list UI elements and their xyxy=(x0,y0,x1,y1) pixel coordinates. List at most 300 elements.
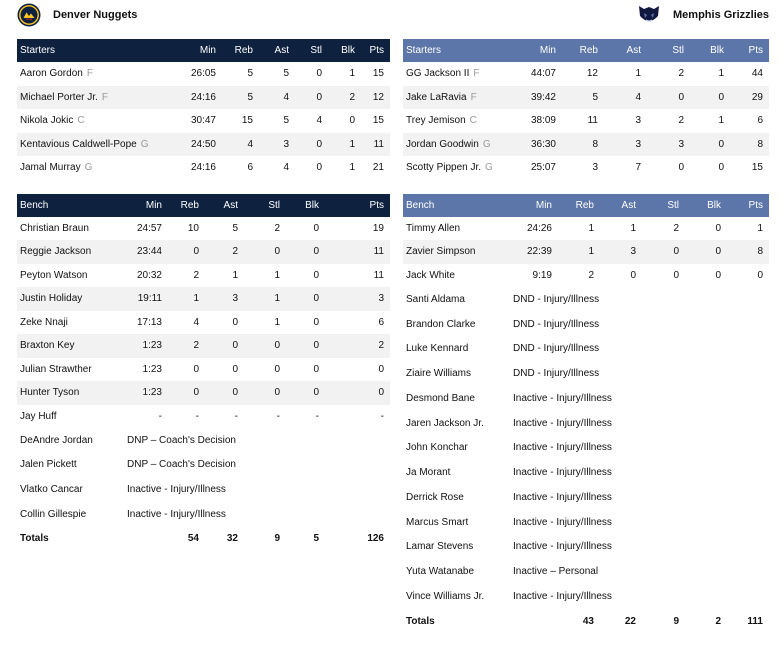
col-pts: Pts xyxy=(727,194,769,217)
player-position: F xyxy=(470,91,477,103)
stat-pts: 12 xyxy=(361,86,390,110)
stat-reb: 11 xyxy=(587,115,598,127)
player-name-cell xyxy=(403,386,513,411)
player-row[interactable] xyxy=(403,312,769,337)
player-name-cell xyxy=(17,109,180,133)
player-name-cell xyxy=(403,559,513,584)
stat-min: - xyxy=(158,410,162,422)
stat-pts: 29 xyxy=(730,86,769,110)
player-name[interactable]: Timmy Allen xyxy=(406,222,461,234)
player-name-cell xyxy=(17,217,127,241)
player-name[interactable]: Yuta Watanabe xyxy=(406,566,475,578)
player-row[interactable] xyxy=(17,502,390,527)
player-position: F xyxy=(473,68,480,80)
player-position: G xyxy=(482,138,491,150)
player-name[interactable]: Collin Gillespie xyxy=(20,508,87,520)
player-status: DND - Injury/Illness xyxy=(513,293,600,305)
stat-stl: 1 xyxy=(274,269,280,281)
stat-ast: 5 xyxy=(232,222,238,234)
grizzlies-logo-icon xyxy=(636,3,660,27)
player-row[interactable] xyxy=(403,240,769,264)
stat-ast: 0 xyxy=(205,381,244,405)
player-status: Inactive - Injury/Illness xyxy=(513,392,612,404)
player-name-cell xyxy=(403,240,513,264)
totals-label: Totals xyxy=(20,533,49,545)
stat-ast: 0 xyxy=(205,334,244,358)
stat-blk: 0 xyxy=(685,240,727,264)
player-name-cell xyxy=(403,535,513,560)
stat-pts: 6 xyxy=(378,316,384,328)
player-row[interactable] xyxy=(17,109,390,133)
player-name[interactable]: Lamar Stevens xyxy=(406,541,474,553)
player-status: Inactive – Personal xyxy=(513,566,599,578)
player-name-cell xyxy=(17,86,180,110)
stat-reb: 4 xyxy=(193,316,199,328)
player-name[interactable]: Aaron Gordon xyxy=(20,68,83,80)
player-name[interactable]: Peyton Watson xyxy=(20,269,88,281)
player-row[interactable] xyxy=(403,559,769,584)
totals-ast: 32 xyxy=(226,533,238,545)
memphis-starters-header xyxy=(403,39,769,62)
player-name[interactable]: Julian Strawther xyxy=(20,363,92,375)
stat-pts: 11 xyxy=(361,133,390,157)
player-name[interactable]: Jaren Jackson Jr. xyxy=(406,417,484,429)
stat-ast: 0 xyxy=(630,269,636,281)
stat-blk: 0 xyxy=(715,269,721,281)
player-status: Inactive - Injury/Illness xyxy=(513,541,612,553)
stat-ast: 3 xyxy=(635,115,641,127)
player-row[interactable] xyxy=(403,411,769,436)
totals-label: Totals xyxy=(406,615,435,627)
player-name[interactable]: Kentavious Caldwell-Pope xyxy=(20,138,137,150)
totals-row xyxy=(17,526,390,551)
player-name[interactable]: Zeke Nnaji xyxy=(20,316,68,328)
stat-reb: 6 xyxy=(247,162,253,174)
stat-min: 20:32 xyxy=(136,269,162,281)
col-min: Min xyxy=(180,39,222,62)
player-row[interactable] xyxy=(403,62,769,86)
col-reb: Reb xyxy=(562,39,604,62)
player-row[interactable] xyxy=(17,62,390,86)
denver-bench-header xyxy=(17,194,390,217)
totals-blk: 2 xyxy=(715,615,721,627)
player-status: Inactive - Injury/Illness xyxy=(513,442,612,454)
totals-ast: 22 xyxy=(624,615,636,627)
memphis-team-header xyxy=(403,0,769,30)
stat-blk: 0 xyxy=(286,334,325,358)
stat-blk: 1 xyxy=(349,162,355,174)
stat-blk: 0 xyxy=(286,381,325,405)
stat-min: 24:26 xyxy=(526,222,552,234)
stat-reb: 12 xyxy=(586,68,598,80)
stat-ast: - xyxy=(234,410,238,422)
stat-min: 30:47 xyxy=(190,115,216,127)
denver-starters-table xyxy=(17,39,390,180)
player-name-cell xyxy=(403,584,513,609)
player-row[interactable] xyxy=(403,535,769,560)
stat-reb: - xyxy=(195,410,199,422)
player-name[interactable]: Jalen Pickett xyxy=(20,459,77,471)
stat-pts: 19 xyxy=(372,222,384,234)
col-ast: Ast xyxy=(205,194,244,217)
player-name-cell xyxy=(403,510,513,535)
player-name[interactable]: Vlatko Cancar xyxy=(20,483,83,495)
stat-ast: 1 xyxy=(232,269,238,281)
stat-stl: 0 xyxy=(244,381,286,405)
player-row[interactable] xyxy=(403,109,769,133)
player-row[interactable] xyxy=(17,156,390,180)
stat-blk: 1 xyxy=(349,68,355,80)
player-name[interactable]: Braxton Key xyxy=(20,340,75,352)
player-name[interactable]: Trey Jemison xyxy=(406,115,466,127)
player-row[interactable] xyxy=(403,86,769,110)
player-name[interactable]: Desmond Bane xyxy=(406,392,475,404)
player-row[interactable] xyxy=(403,156,769,180)
stat-blk: 0 xyxy=(313,316,319,328)
player-row[interactable] xyxy=(403,485,769,510)
player-name-cell xyxy=(403,312,513,337)
player-name-cell xyxy=(403,436,513,461)
player-name-cell xyxy=(17,453,127,478)
player-name[interactable]: Marcus Smart xyxy=(406,516,469,528)
stat-pts: 44 xyxy=(751,68,763,80)
player-row[interactable] xyxy=(17,311,390,335)
col-reb: Reb xyxy=(558,194,600,217)
player-position: C xyxy=(469,115,477,127)
player-name-cell xyxy=(403,217,513,241)
player-name-cell xyxy=(17,405,127,429)
stat-min: 1:23 xyxy=(127,381,168,405)
player-name-cell xyxy=(403,86,517,110)
col-reb: Reb xyxy=(168,194,205,217)
player-row[interactable] xyxy=(403,361,769,386)
col-min: Min xyxy=(127,194,168,217)
player-name[interactable]: Jake LaRavia xyxy=(406,91,467,103)
player-name-cell xyxy=(403,361,513,386)
stat-reb: 0 xyxy=(168,240,205,264)
player-name[interactable]: Scotty Pippen Jr. xyxy=(406,162,482,174)
player-name-cell xyxy=(403,460,513,485)
col-ast: Ast xyxy=(600,194,642,217)
stat-stl: 0 xyxy=(647,86,690,110)
player-status: Inactive - Injury/Illness xyxy=(513,417,612,429)
player-name-cell xyxy=(17,381,127,405)
player-name-cell xyxy=(17,133,180,157)
player-row[interactable] xyxy=(403,436,769,461)
totals-reb: 54 xyxy=(187,533,199,545)
player-row[interactable] xyxy=(17,287,390,311)
col-pts: Pts xyxy=(730,39,769,62)
player-name[interactable]: Jay Huff xyxy=(20,410,57,422)
stat-blk: 2 xyxy=(328,86,361,110)
stat-stl: 2 xyxy=(678,115,684,127)
player-name[interactable]: Nikola Jokic xyxy=(20,115,74,127)
stat-min: 22:39 xyxy=(513,240,558,264)
stat-blk: 0 xyxy=(313,269,319,281)
stat-min: 24:57 xyxy=(136,222,162,234)
player-name-cell xyxy=(403,287,513,312)
bench-label: Bench xyxy=(17,194,127,217)
player-row[interactable] xyxy=(17,240,390,264)
stat-pts: 21 xyxy=(372,162,384,174)
stat-min: 24:50 xyxy=(180,133,222,157)
stat-pts: 15 xyxy=(372,68,384,80)
stat-reb: 10 xyxy=(187,222,199,234)
stat-reb: 2 xyxy=(193,269,199,281)
stat-reb: 4 xyxy=(222,133,259,157)
player-name[interactable]: Jamal Murray xyxy=(20,162,81,174)
col-stl: Stl xyxy=(647,39,690,62)
col-blk: Blk xyxy=(286,194,325,217)
stat-ast: 1 xyxy=(630,222,636,234)
player-row[interactable] xyxy=(403,584,769,609)
player-name-cell xyxy=(17,264,127,288)
player-name-cell xyxy=(403,156,517,180)
stat-stl: 0 xyxy=(295,86,328,110)
stat-ast: 3 xyxy=(600,240,642,264)
player-position: G xyxy=(140,138,149,150)
player-name[interactable]: Zavier Simpson xyxy=(406,246,476,258)
stat-blk: 0 xyxy=(715,222,721,234)
stat-reb: 5 xyxy=(247,68,253,80)
player-status: Inactive - Injury/Illness xyxy=(513,467,612,479)
player-name-cell xyxy=(403,109,517,133)
player-status: Inactive - Injury/Illness xyxy=(513,491,612,503)
stat-ast: 7 xyxy=(635,162,641,174)
player-row[interactable] xyxy=(17,86,390,110)
col-reb: Reb xyxy=(222,39,259,62)
stat-pts: 3 xyxy=(325,287,390,311)
totals-reb: 43 xyxy=(582,615,594,627)
player-name-cell xyxy=(17,156,180,180)
player-name[interactable]: Justin Holiday xyxy=(20,293,83,305)
player-name[interactable]: Ziaire Williams xyxy=(406,368,471,380)
col-ast: Ast xyxy=(259,39,295,62)
totals-blk: 5 xyxy=(313,533,319,545)
player-name-cell xyxy=(17,311,127,335)
stat-ast: 4 xyxy=(604,86,647,110)
stat-min: 38:09 xyxy=(530,115,556,127)
player-name[interactable]: Ja Morant xyxy=(406,467,451,479)
player-position: G xyxy=(485,162,493,174)
stat-reb: 5 xyxy=(562,86,604,110)
player-row[interactable] xyxy=(17,264,390,288)
stat-stl: 1 xyxy=(244,287,286,311)
player-name[interactable]: DeAndre Jordan xyxy=(20,434,93,446)
player-name[interactable]: Brandon Clarke xyxy=(406,318,476,330)
player-row[interactable] xyxy=(403,460,769,485)
player-status: Inactive - Injury/Illness xyxy=(127,483,226,495)
totals-min xyxy=(513,609,558,634)
stat-blk: 1 xyxy=(328,133,361,157)
stat-reb: 3 xyxy=(592,162,598,174)
stat-min: 44:07 xyxy=(530,68,556,80)
player-row[interactable] xyxy=(403,217,769,241)
player-name-cell xyxy=(403,337,513,362)
stat-stl: 0 xyxy=(316,68,322,80)
memphis-bench-header xyxy=(403,194,769,217)
stat-min: 1:23 xyxy=(127,334,168,358)
denver-starters-header xyxy=(17,39,390,62)
memphis-bench-table xyxy=(403,194,769,634)
col-pts: Pts xyxy=(325,194,390,217)
stat-min: 26:05 xyxy=(190,68,216,80)
player-row[interactable] xyxy=(17,428,390,453)
col-stl: Stl xyxy=(244,194,286,217)
starters-label: Starters xyxy=(17,39,180,62)
denver-bench-table xyxy=(17,194,390,552)
stat-stl: 2 xyxy=(673,222,679,234)
player-name-cell xyxy=(17,240,127,264)
stat-pts: 15 xyxy=(751,162,763,174)
player-status: Inactive - Injury/Illness xyxy=(127,508,226,520)
stat-pts: 2 xyxy=(325,334,390,358)
stat-ast: 5 xyxy=(283,115,289,127)
stat-min: 39:42 xyxy=(517,86,562,110)
player-row[interactable] xyxy=(403,287,769,312)
player-position: F xyxy=(101,91,108,103)
player-row[interactable] xyxy=(403,133,769,157)
player-status: DND - Injury/Illness xyxy=(513,318,600,330)
stat-reb: 1 xyxy=(588,222,594,234)
stat-stl: 0 xyxy=(295,133,328,157)
stat-stl: 2 xyxy=(274,222,280,234)
bench-label: Bench xyxy=(403,194,513,217)
stat-blk: 0 xyxy=(349,115,355,127)
stat-stl: 0 xyxy=(642,240,685,264)
stat-stl: 2 xyxy=(678,68,684,80)
player-name[interactable]: GG Jackson II xyxy=(406,68,470,80)
player-status: Inactive - Injury/Illness xyxy=(513,590,612,602)
player-row[interactable] xyxy=(17,405,390,429)
player-name-cell xyxy=(403,264,513,288)
totals-pts: 126 xyxy=(367,533,384,545)
player-name[interactable]: Reggie Jackson xyxy=(20,246,92,258)
stat-reb: 0 xyxy=(168,381,205,405)
player-name-cell xyxy=(17,477,127,502)
stat-min: 24:16 xyxy=(180,86,222,110)
player-row[interactable] xyxy=(17,217,390,241)
stat-min: 24:16 xyxy=(190,162,216,174)
player-row[interactable] xyxy=(17,358,390,382)
player-name-cell xyxy=(17,428,127,453)
stat-pts: 0 xyxy=(757,269,763,281)
stat-min: 23:44 xyxy=(127,240,168,264)
stat-stl: 1 xyxy=(274,316,280,328)
stat-min: 25:07 xyxy=(530,162,556,174)
player-name[interactable]: Michael Porter Jr. xyxy=(20,91,98,103)
totals-min xyxy=(127,526,168,551)
stat-min: 1:23 xyxy=(142,363,162,375)
stat-reb: 1 xyxy=(168,287,205,311)
stat-stl: 0 xyxy=(316,162,322,174)
col-stl: Stl xyxy=(642,194,685,217)
col-min: Min xyxy=(517,39,562,62)
totals-stl: 9 xyxy=(673,615,679,627)
player-name[interactable]: Santi Aldama xyxy=(406,293,465,305)
player-row[interactable] xyxy=(17,381,390,405)
stat-stl: - xyxy=(276,410,280,422)
stat-blk: - xyxy=(315,410,319,422)
totals-row xyxy=(403,609,769,634)
nuggets-logo-icon xyxy=(17,3,41,27)
player-name-cell xyxy=(17,358,127,382)
player-name[interactable]: Derrick Rose xyxy=(406,491,464,503)
stat-pts: 1 xyxy=(757,222,763,234)
col-min: Min xyxy=(513,194,558,217)
stat-pts: 8 xyxy=(730,133,769,157)
stat-reb: 0 xyxy=(193,363,199,375)
totals-stl: 9 xyxy=(274,533,280,545)
stat-ast: 1 xyxy=(635,68,641,80)
player-row[interactable] xyxy=(17,133,390,157)
col-pts: Pts xyxy=(361,39,390,62)
starters-label: Starters xyxy=(403,39,517,62)
player-name-cell xyxy=(17,62,180,86)
stat-reb: 2 xyxy=(588,269,594,281)
stat-ast: 0 xyxy=(232,363,238,375)
player-row[interactable] xyxy=(403,386,769,411)
stat-ast: 2 xyxy=(205,240,244,264)
stat-min: 36:30 xyxy=(517,133,562,157)
stat-ast: 3 xyxy=(205,287,244,311)
stat-pts: 11 xyxy=(373,269,384,281)
player-row[interactable] xyxy=(17,453,390,478)
stat-blk: 0 xyxy=(313,363,319,375)
totals-pts: 111 xyxy=(747,615,763,627)
player-row[interactable] xyxy=(17,477,390,502)
stat-min: 9:19 xyxy=(532,269,552,281)
stat-reb: 15 xyxy=(241,115,253,127)
player-name[interactable]: Luke Kennard xyxy=(406,343,469,355)
stat-pts: 11 xyxy=(325,240,390,264)
stat-stl: 0 xyxy=(274,363,280,375)
stat-reb: 2 xyxy=(168,334,205,358)
stat-blk: 0 xyxy=(313,222,319,234)
player-name-cell xyxy=(17,287,127,311)
stat-ast: 0 xyxy=(232,316,238,328)
player-name[interactable]: Jack White xyxy=(406,269,455,281)
stat-reb: 8 xyxy=(562,133,604,157)
stat-stl: 3 xyxy=(647,133,690,157)
stat-stl: 0 xyxy=(244,334,286,358)
player-name-cell xyxy=(403,485,513,510)
player-row[interactable] xyxy=(17,334,390,358)
player-name[interactable]: John Konchar xyxy=(406,442,468,454)
stat-blk: 0 xyxy=(286,287,325,311)
player-row[interactable] xyxy=(403,337,769,362)
stat-stl: 0 xyxy=(678,162,684,174)
player-name[interactable]: Vince Williams Jr. xyxy=(406,590,485,602)
player-name[interactable]: Jordan Goodwin xyxy=(406,138,479,150)
stat-pts: 15 xyxy=(372,115,384,127)
col-ast: Ast xyxy=(604,39,647,62)
stat-ast: 3 xyxy=(259,133,295,157)
player-name-cell xyxy=(403,62,517,86)
stat-stl: 0 xyxy=(244,240,286,264)
player-name-cell xyxy=(17,334,127,358)
stat-reb: 1 xyxy=(558,240,600,264)
player-row[interactable] xyxy=(403,510,769,535)
player-row[interactable] xyxy=(403,264,769,288)
player-name[interactable]: Hunter Tyson xyxy=(20,387,80,399)
stat-ast: 5 xyxy=(283,68,289,80)
player-status: DNP – Coach's Decision xyxy=(127,459,236,471)
stat-pts: 6 xyxy=(757,115,763,127)
player-name[interactable]: Christian Braun xyxy=(20,222,89,234)
stat-blk: 1 xyxy=(718,68,724,80)
stat-blk: 0 xyxy=(718,162,724,174)
